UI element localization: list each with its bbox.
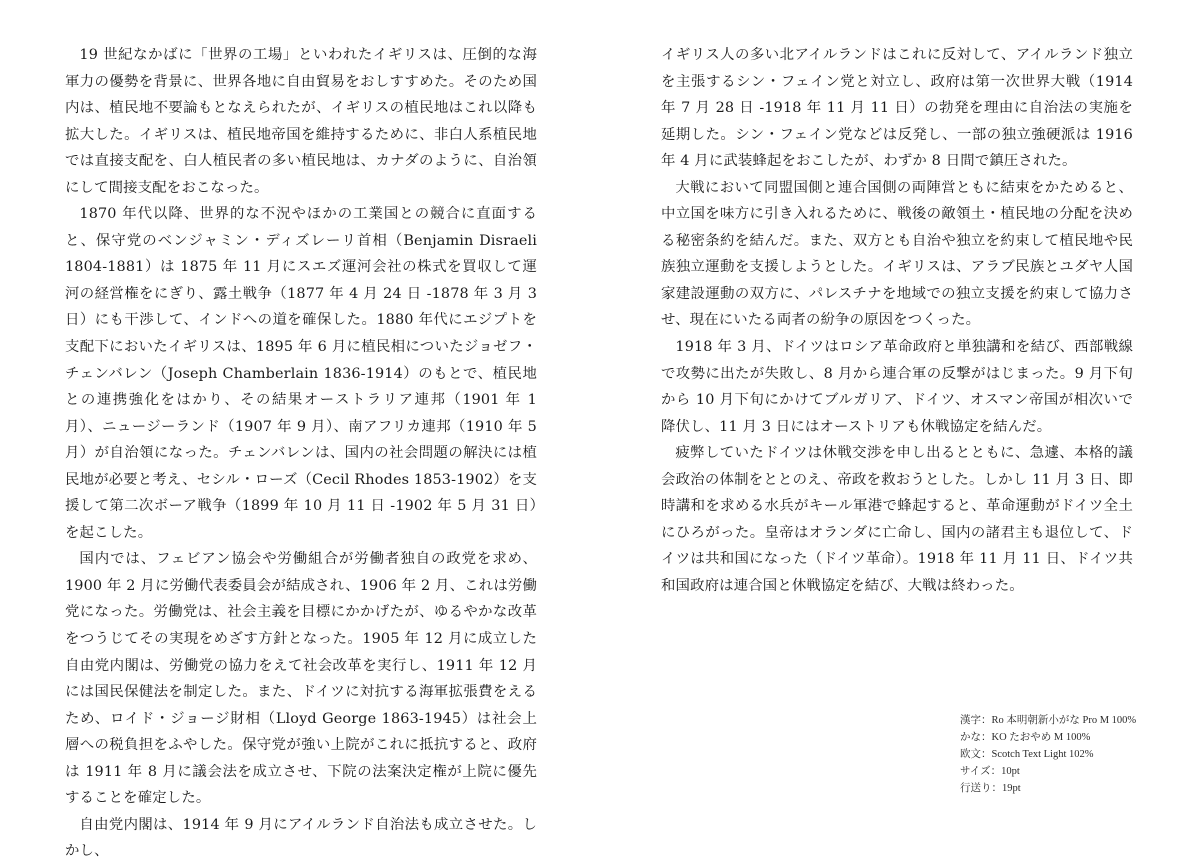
- paragraph: 1870 年代以降、世界的な不況やほかの工業国との競合に直面すると、保守党のベンジャミン・ディズレーリ首相（Benjamin Disraeli 1804-1881）は 1875 年 11 月にスエズ運河会社の株式を買収して運河の経営権をにぎり、露土戦争（1877 年 4 月 24 日 -1878 年 3 月 3 日）にも干渉して、インドへの道を確保した。1880 年代にエジプトを支配下においたイギリスは、1895 年 6 月に植民相についたジョゼフ・チェンバレン（Joseph Chamberlain 1836-1914）のもとで、植民地との連携強化をはかり、その結果オーストラリア連邦（1901 年 1 月）、ニュージーランド（1907 年 9 月）、南アフリカ連邦（1910 年 5 月）が自治領になった。チェンバレンは、国内の社会問題の解決には植民地が必要と考え、セシル・ローズ（Cecil Rhodes 1853-1902）を支援して第二次ボーア戦争（1899 年 10 月 11 日 -1902 年 5 月 31 日）を起こした。: [65, 206, 537, 541]
- right-page-text: [661, 42, 1133, 599]
- paragraph: 自由党内閣は、1914 年 9 月にアイルランド自治法も成立させた。しかし、: [65, 816, 537, 860]
- spec-size: サイズ：10pt: [960, 766, 1020, 777]
- paragraph: 疲弊していたドイツは休戦交渉を申し出るとともに、急遽、本格的議会政治の体制をととのえ、帝政を救おうとした。しかし 11 月 3 日、即時講和を求める水兵がキール軍港で蜂起すると、革命運動がドイツ全土にひろがった。皇帝はオランダに亡命し、国内の諸君主も退位して、ドイツは共和国になった（ドイツ革命）。1918 年 11 月 11 日、ドイツ共和国政府は連合国と休戦協定を結び、大戦は終わった。: [661, 445, 1133, 594]
- paragraph-continued: イギリス人の多い北アイルランドはこれに反対して、アイルランド独立を主張するシン・フェイン党と対立し、政府は第一次世界大戦（1914 年 7 月 28 日 -1918 年 11 月 11 日）の勃発を理由に自治法の実施を延期した。シン・フェイン党などは反発し、一部の独立強硬派は 1916 年 4 月に武装蜂起をおこしたが、わずか 8 日間で鎮圧された。: [661, 47, 1133, 170]
- spec-kanji: 漢字：Ro 本明朝新小がな Pro M 100%: [960, 715, 1137, 726]
- spec-kana: かな：KO たおやめ M 100%: [960, 732, 1091, 743]
- paragraph: 大戦において同盟国側と連合国側の両陣営ともに結束をかためると、中立国を味方に引き入れるために、戦後の敵領土・植民地の分配を決める秘密条約を結んだ。また、双方とも自治や独立を約束して植民地や民族独立運動を支援しようとした。イギリスは、アラブ民族とユダヤ人国家建設運動の双方に、パレスチナを地域での独立支援を約束して協力させ、現在にいたる両者の紛争の原因をつくった。: [661, 179, 1133, 329]
- left-page-text: [65, 42, 537, 865]
- font-spec-note: [960, 712, 1160, 797]
- spec-leading: 行送り：19pt: [960, 783, 1021, 794]
- paragraph: 19 世紀なかばに「世界の工場」といわれたイギリスは、圧倒的な海軍力の優勢を背景に、世界各地に自由貿易をおしすすめた。そのため国内は、植民地不要論もとなえられたが、イギリスの植民地はこれ以降も拡大した。イギリスは、植民地帝国を維持するために、非白人系植民地では直接支配を、白人植民者の多い植民地は、カナダのように、自治領にして間接支配をおこなった。: [65, 47, 537, 196]
- paragraph: 1918 年 3 月、ドイツはロシア革命政府と単独講和を結び、西部戦線で攻勢に出たが失敗し、8 月から連合軍の反撃がはじまった。9 月下旬から 10 月下旬にかけてブルガリア、ドイツ、オスマン帝国が相次いで降伏し、11 月 3 日にはオーストリアも休戦協定を結んだ。: [661, 339, 1133, 435]
- paragraph: 国内では、フェビアン協会や労働組合が労働者独自の政党を求め、1900 年 2 月に労働代表委員会が結成され、1906 年 2 月、これは労働党になった。労働党は、社会主義を目標にかかげたが、ゆるやかな改革をつうじてその実現をめざす方針となった。1905 年 12 月に成立した自由党内閣は、労働党の協力をえて社会改革を実行し、1911 年 12 月には国民保健法を制定した。また、ドイツに対抗する海軍拡張費をえるため、ロイド・ジョージ財相（Lloyd George 1863-1945）は社会上層への税負担をふやした。保守党が強い上院がこれに抵抗すると、政府は 1911 年 8 月に議会法を成立させ、下院の法案決定権が上院に優先することを確定した。: [65, 551, 537, 807]
- spec-latin: 欧文：Scotch Text Light 102%: [960, 749, 1094, 760]
